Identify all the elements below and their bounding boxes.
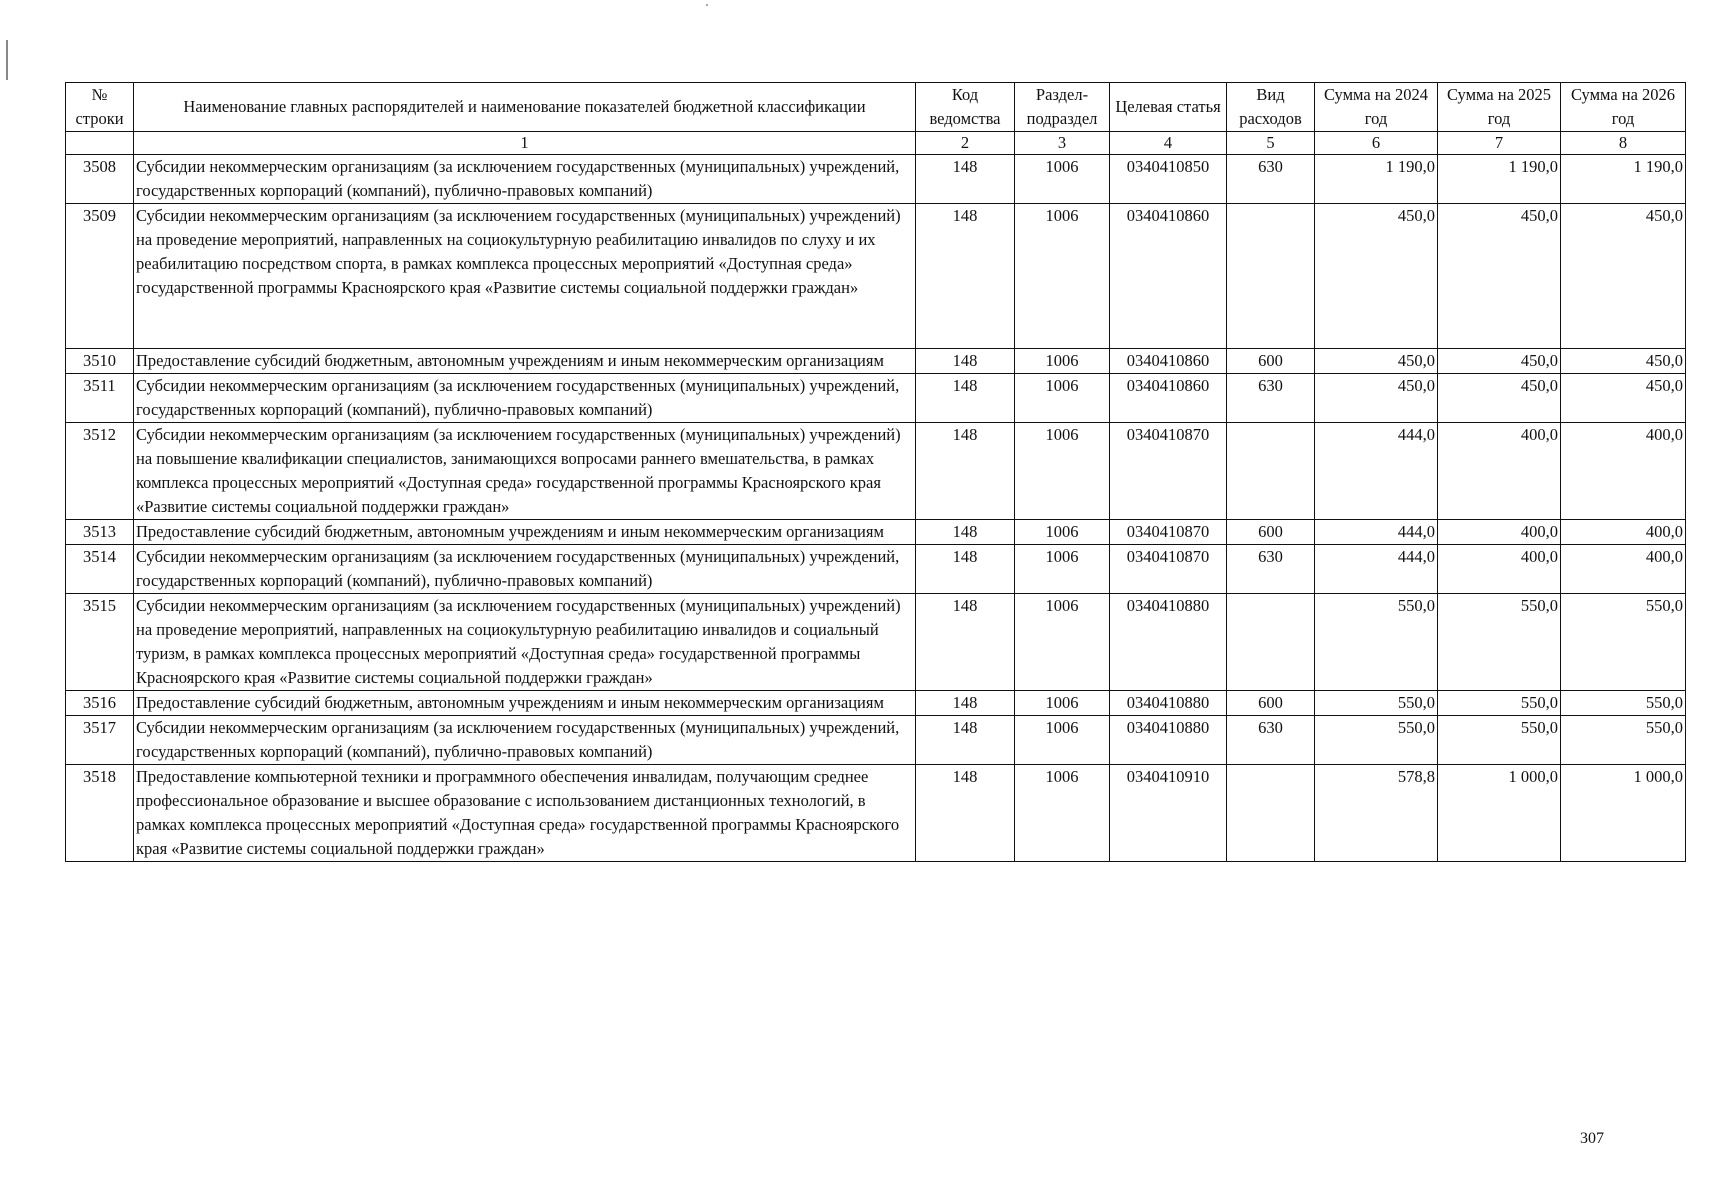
row-name: Субсидии некоммерческим организациям (за исключением государственных (муниципальных) учреждений) на проведение мероприятий, направленных на социокультурную реабилитацию инвалидов и социальный туризм, в рамках комплекса процессных мероприятий «Доступная среда» государственной программы Красноярского края «Развитие системы социальной поддержки граждан»: [134, 594, 916, 691]
column-number: 1: [134, 132, 916, 155]
row-sum-2024: 550,0: [1315, 691, 1438, 716]
row-exp-type: 630: [1227, 374, 1315, 423]
table-row: [66, 374, 1686, 423]
header-exp-type: Вид расходов: [1227, 83, 1315, 132]
row-sum-2026: 550,0: [1561, 716, 1686, 765]
row-number: 3508: [66, 155, 134, 204]
row-sum-2025: 550,0: [1438, 691, 1561, 716]
header-sum-2025: Сумма на 2025 год: [1438, 83, 1561, 132]
row-sum-2026: 550,0: [1561, 691, 1686, 716]
row-sum-2024: 450,0: [1315, 349, 1438, 374]
row-dept-code: 148: [916, 520, 1015, 545]
row-sum-2024: 550,0: [1315, 716, 1438, 765]
row-sum-2026: 450,0: [1561, 204, 1686, 349]
column-number: 3: [1015, 132, 1110, 155]
row-dept-code: 148: [916, 349, 1015, 374]
row-number: 3513: [66, 520, 134, 545]
row-exp-type: 600: [1227, 520, 1315, 545]
scan-dot: [706, 4, 708, 6]
row-exp-type: 630: [1227, 545, 1315, 594]
row-name: Субсидии некоммерческим организациям (за исключением государственных (муниципальных) учреждений, государственных корпораций (компаний), публично-правовых компаний): [134, 716, 916, 765]
row-dept-code: 148: [916, 716, 1015, 765]
row-sum-2024: 578,8: [1315, 765, 1438, 862]
row-number: 3517: [66, 716, 134, 765]
row-dept-code: 148: [916, 423, 1015, 520]
row-dept-code: 148: [916, 765, 1015, 862]
row-target: 0340410860: [1110, 374, 1227, 423]
row-sum-2025: 450,0: [1438, 349, 1561, 374]
row-sum-2025: 550,0: [1438, 716, 1561, 765]
row-name: Предоставление компьютерной техники и программного обеспечения инвалидам, получающим среднее профессиональное образование и высшее образование с использованием дистанционных технологий, в рамках комплекса процессных мероприятий «Доступная среда» государственной программы Красноярского края «Развитие системы социальной поддержки граждан»: [134, 765, 916, 862]
row-name: Субсидии некоммерческим организациям (за исключением государственных (муниципальных) учреждений, государственных корпораций (компаний), публично-правовых компаний): [134, 545, 916, 594]
column-number: 4: [1110, 132, 1227, 155]
row-section: 1006: [1015, 765, 1110, 862]
header-row-no: № строки: [66, 83, 134, 132]
row-sum-2026: 450,0: [1561, 349, 1686, 374]
row-exp-type: [1227, 423, 1315, 520]
row-target: 0340410860: [1110, 204, 1227, 349]
row-sum-2026: 550,0: [1561, 594, 1686, 691]
row-sum-2025: 450,0: [1438, 374, 1561, 423]
table-row: [66, 594, 1686, 691]
header-sum-2024: Сумма на 2024 год: [1315, 83, 1438, 132]
row-number: 3512: [66, 423, 134, 520]
header-sum-2026: Сумма на 2026 год: [1561, 83, 1686, 132]
row-exp-type: 600: [1227, 691, 1315, 716]
row-target: 0340410870: [1110, 545, 1227, 594]
row-sum-2025: 400,0: [1438, 520, 1561, 545]
column-number: 2: [916, 132, 1015, 155]
row-sum-2025: 1 000,0: [1438, 765, 1561, 862]
row-exp-type: [1227, 765, 1315, 862]
row-section: 1006: [1015, 545, 1110, 594]
row-dept-code: 148: [916, 204, 1015, 349]
row-exp-type: [1227, 204, 1315, 349]
row-exp-type: 600: [1227, 349, 1315, 374]
row-exp-type: 630: [1227, 716, 1315, 765]
table-row: [66, 423, 1686, 520]
row-exp-type: 630: [1227, 155, 1315, 204]
row-number: 3518: [66, 765, 134, 862]
row-dept-code: 148: [916, 594, 1015, 691]
row-number: 3510: [66, 349, 134, 374]
row-section: 1006: [1015, 520, 1110, 545]
budget-table: [65, 82, 1686, 862]
row-dept-code: 148: [916, 374, 1015, 423]
scan-margin-mark: [6, 40, 8, 80]
row-section: 1006: [1015, 716, 1110, 765]
row-sum-2026: 1 000,0: [1561, 765, 1686, 862]
row-sum-2026: 1 190,0: [1561, 155, 1686, 204]
row-number: 3516: [66, 691, 134, 716]
table-row: [66, 155, 1686, 204]
row-dept-code: 148: [916, 545, 1015, 594]
row-sum-2026: 450,0: [1561, 374, 1686, 423]
row-target: 0340410870: [1110, 423, 1227, 520]
row-section: 1006: [1015, 374, 1110, 423]
row-sum-2026: 400,0: [1561, 545, 1686, 594]
row-number: 3509: [66, 204, 134, 349]
row-sum-2026: 400,0: [1561, 520, 1686, 545]
column-numbers-row: [66, 132, 1686, 155]
row-name: Субсидии некоммерческим организациям (за исключением государственных (муниципальных) учреждений, государственных корпораций (компаний), публично-правовых компаний): [134, 374, 916, 423]
row-target: 0340410870: [1110, 520, 1227, 545]
row-sum-2024: 450,0: [1315, 374, 1438, 423]
row-number: 3511: [66, 374, 134, 423]
row-sum-2024: 444,0: [1315, 520, 1438, 545]
table-header-row: [66, 83, 1686, 132]
header-name: Наименование главных распорядителей и наименование показателей бюджетной классификации: [134, 83, 916, 132]
table-row: [66, 691, 1686, 716]
row-target: 0340410880: [1110, 691, 1227, 716]
column-number: 7: [1438, 132, 1561, 155]
row-section: 1006: [1015, 204, 1110, 349]
row-sum-2024: 444,0: [1315, 423, 1438, 520]
row-sum-2024: 1 190,0: [1315, 155, 1438, 204]
table-row: [66, 765, 1686, 862]
row-exp-type: [1227, 594, 1315, 691]
row-target: 0340410910: [1110, 765, 1227, 862]
row-sum-2025: 400,0: [1438, 545, 1561, 594]
row-section: 1006: [1015, 594, 1110, 691]
row-name: Субсидии некоммерческим организациям (за исключением государственных (муниципальных) учреждений, государственных корпораций (компаний), публично-правовых компаний): [134, 155, 916, 204]
row-target: 0340410880: [1110, 594, 1227, 691]
column-number: 6: [1315, 132, 1438, 155]
row-name: Предоставление субсидий бюджетным, автономным учреждениям и иным некоммерческим организациям: [134, 520, 916, 545]
row-sum-2024: 550,0: [1315, 594, 1438, 691]
row-target: 0340410880: [1110, 716, 1227, 765]
header-target: Целевая статья: [1110, 83, 1227, 132]
row-sum-2024: 450,0: [1315, 204, 1438, 349]
row-dept-code: 148: [916, 691, 1015, 716]
row-sum-2024: 444,0: [1315, 545, 1438, 594]
column-number: 8: [1561, 132, 1686, 155]
table-row: [66, 204, 1686, 349]
row-name: Субсидии некоммерческим организациям (за исключением государственных (муниципальных) учреждений) на повышение квалификации специалистов, занимающихся вопросами раннего вмешательства, в рамках комплекса процессных мероприятий «Доступная среда» государственной программы Красноярского края «Развитие системы социальной поддержки граждан»: [134, 423, 916, 520]
row-section: 1006: [1015, 423, 1110, 520]
row-number: 3515: [66, 594, 134, 691]
row-section: 1006: [1015, 155, 1110, 204]
header-section: Раздел-подраздел: [1015, 83, 1110, 132]
header-dept-code: Код ведомства: [916, 83, 1015, 132]
row-number: 3514: [66, 545, 134, 594]
row-name: Предоставление субсидий бюджетным, автономным учреждениям и иным некоммерческим организациям: [134, 349, 916, 374]
row-sum-2025: 1 190,0: [1438, 155, 1561, 204]
page-number: 307: [1580, 1130, 1604, 1147]
column-number: 5: [1227, 132, 1315, 155]
row-dept-code: 148: [916, 155, 1015, 204]
table-row: [66, 520, 1686, 545]
row-target: 0340410860: [1110, 349, 1227, 374]
column-number: [66, 132, 134, 155]
row-section: 1006: [1015, 349, 1110, 374]
table-row: [66, 716, 1686, 765]
row-name: Предоставление субсидий бюджетным, автономным учреждениям и иным некоммерческим организациям: [134, 691, 916, 716]
row-target: 0340410850: [1110, 155, 1227, 204]
table-row: [66, 545, 1686, 594]
table-row: [66, 349, 1686, 374]
row-section: 1006: [1015, 691, 1110, 716]
row-sum-2025: 450,0: [1438, 204, 1561, 349]
row-name: Субсидии некоммерческим организациям (за исключением государственных (муниципальных) учреждений) на проведение мероприятий, направленных на социокультурную реабилитацию инвалидов по слуху и их реабилитацию посредством спорта, в рамках комплекса процессных мероприятий «Доступная среда» государственной программы Красноярского края «Развитие системы социальной поддержки граждан»: [134, 204, 916, 349]
row-sum-2025: 400,0: [1438, 423, 1561, 520]
row-sum-2026: 400,0: [1561, 423, 1686, 520]
row-sum-2025: 550,0: [1438, 594, 1561, 691]
